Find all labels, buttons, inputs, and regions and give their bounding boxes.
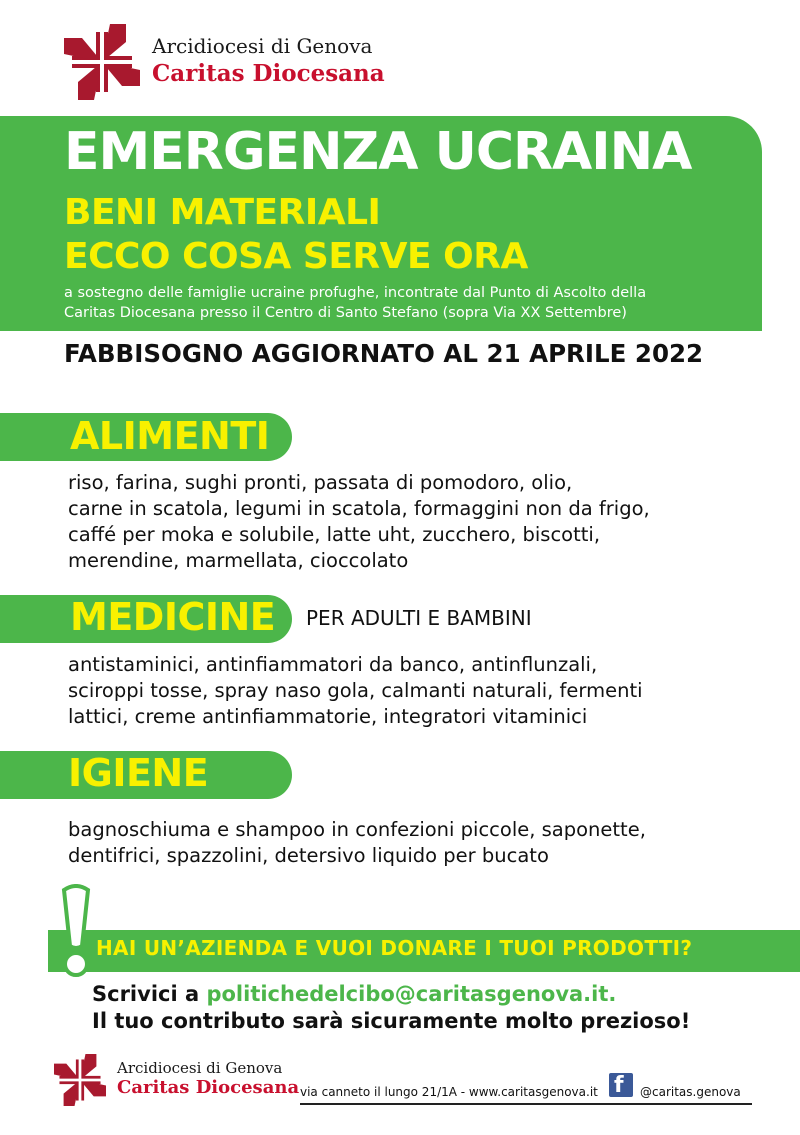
list-item: dentifrici, spazzolini, detersivo liquido per bucato <box>68 844 549 867</box>
section-body-medicine <box>68 652 788 730</box>
banner-subtitle-1: BENI MATERIALI <box>64 192 381 233</box>
contact-email-link[interactable]: politichedelcibo@caritasgenova.it. <box>206 982 617 1006</box>
footer-divider <box>300 1103 752 1105</box>
list-item: sciroppi tosse, spray naso gola, calmanti naturali, fermenti <box>68 679 643 702</box>
section-label-igiene: IGIENE <box>68 751 209 795</box>
banner-title: EMERGENZA UCRAINA <box>64 122 692 182</box>
banner-intro-line-1: a sostegno delle famiglie ucraine profughe, incontrate dal Punto di Ascolto della <box>64 285 647 301</box>
header-org-line-2: Caritas Diocesana <box>152 60 385 87</box>
banner-subtitle-2: ECCO COSA SERVE ORA <box>64 236 528 277</box>
footer-social-handle[interactable]: @caritas.genova <box>640 1085 741 1099</box>
list-item: caffé per moka e solubile, latte uht, zucchero, biscotti, <box>68 523 601 546</box>
section-body-igiene <box>68 817 788 869</box>
contact-line <box>92 982 616 1006</box>
list-item: lattici, creme antinfiammatorie, integratori vitaminici <box>68 705 588 728</box>
list-item: riso, farina, sughi pronti, passata di pomodoro, olio, <box>68 471 573 494</box>
footer-address: via canneto il lungo 21/1A - www.caritasgenova.it <box>300 1085 598 1099</box>
update-note: FABBISOGNO AGGIORNATO AL 21 APRILE 2022 <box>64 339 704 368</box>
facebook-icon-glyph: f <box>614 1073 624 1098</box>
closing-line: Il tuo contributo sarà sicuramente molto prezioso! <box>92 1009 691 1033</box>
banner-intro-line-2: Caritas Diocesana presso il Centro di Santo Stefano (sopra Via XX Settembre) <box>64 305 627 321</box>
list-item: carne in scatola, legumi in scatola, formaggini non da frigo, <box>68 497 650 520</box>
section-body-alimenti <box>68 470 788 574</box>
footer-org-line-2: Caritas Diocesana <box>117 1077 300 1098</box>
section-label-alimenti: ALIMENTI <box>70 414 270 458</box>
list-item: merendine, marmellata, cioccolato <box>68 549 409 572</box>
caritas-cross-icon <box>64 24 140 100</box>
exclamation-icon <box>56 884 96 980</box>
caritas-cross-icon <box>54 1054 106 1106</box>
list-item: antistaminici, antinfiammatori da banco, antinflunzali, <box>68 653 598 676</box>
footer-org-line-1: Arcidiocesi di Genova <box>117 1059 283 1077</box>
section-label-medicine: MEDICINE <box>70 595 276 639</box>
section-note-medicine: PER ADULTI E BAMBINI <box>306 606 532 630</box>
list-item: bagnoschiuma e shampoo in confezioni piccole, saponette, <box>68 818 646 841</box>
banner-intro <box>64 283 764 323</box>
contact-prefix: Scrivici a <box>92 982 200 1006</box>
header-org-line-1: Arcidiocesi di Genova <box>152 34 373 58</box>
company-banner-text: HAI UN’AZIENDA E VUOI DONARE I TUOI PRODOTTI? <box>96 936 693 960</box>
